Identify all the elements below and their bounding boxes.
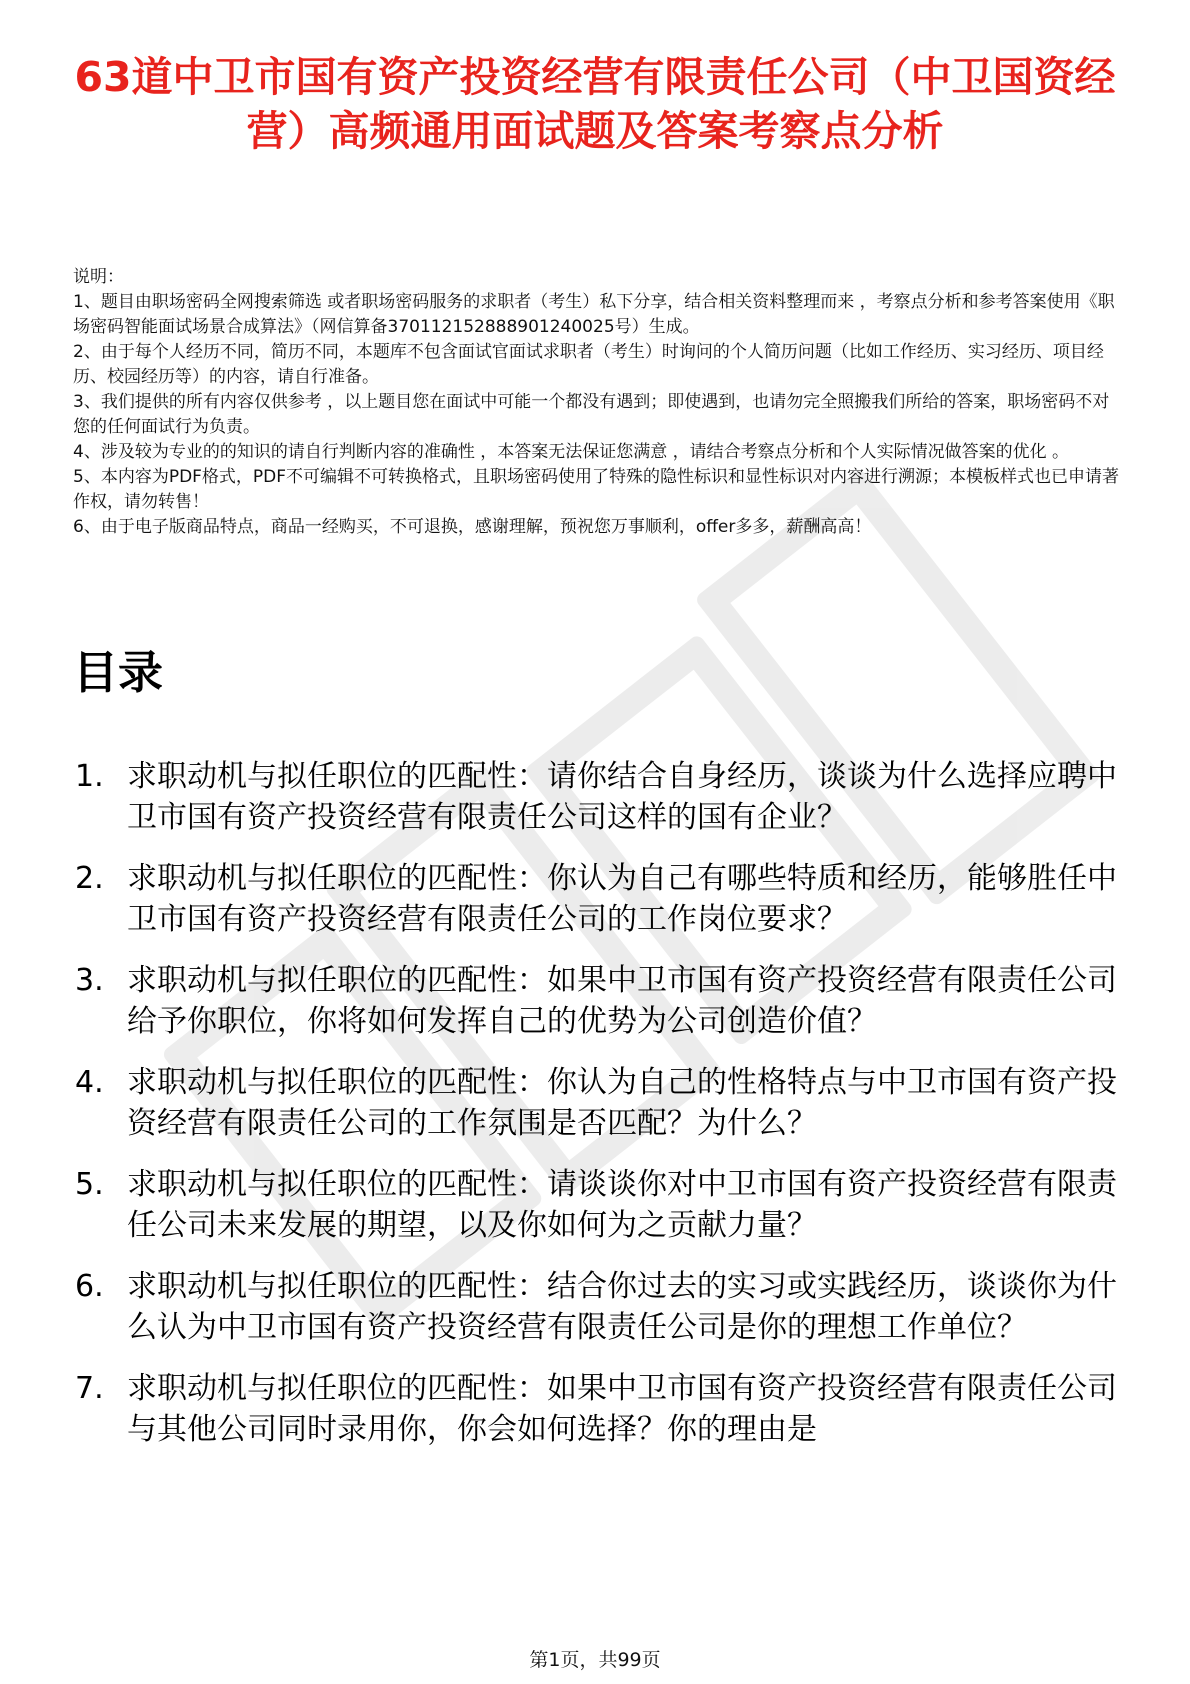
toc-item[interactable] bbox=[75, 1062, 1125, 1144]
toc-item[interactable] bbox=[75, 960, 1125, 1042]
toc-item-text: 求职动机与拟任职位的匹配性：结合你过去的实习或实践经历，谈谈你为什么认为中卫市国有资产投资经营有限责任公司是你的理想工作单位？ bbox=[127, 1269, 1117, 1345]
toc-item-text: 求职动机与拟任职位的匹配性：请谈谈你对中卫市国有资产投资经营有限责任公司未来发展的期望，以及你如何为之贡献力量？ bbox=[127, 1167, 1117, 1243]
toc-item-text: 求职动机与拟任职位的匹配性：请你结合自身经历，谈谈为什么选择应聘中卫市国有资产投资经营有限责任公司这样的国有企业？ bbox=[127, 759, 1117, 835]
toc-item-number: 7. bbox=[75, 1371, 104, 1406]
note-item: 2、由于每个人经历不同，简历不同，本题库不包含面试官面试求职者（考生）时询问的个人简历问题（比如工作经历、实习经历、项目经历、校园经历等）的内容，请自行准备。 bbox=[73, 342, 1104, 387]
notes-section bbox=[73, 265, 1123, 540]
page-footer: 第1页，共99页 bbox=[529, 1649, 661, 1671]
document-title: 63道中卫市国有资产投资经营有限责任公司（中卫国资经营）高频通用面试题及答案考察点分析 bbox=[74, 53, 1116, 155]
toc-item[interactable] bbox=[75, 1164, 1125, 1246]
note-item: 1、题目由职场密码全网搜索筛选 或者职场密码服务的求职者（考生）私下分享，结合相关资料整理而来 ，考察点分析和参考答案使用《职场密码智能面试场景合成算法》（网信算备370112152888901240025号）生成。 bbox=[73, 292, 1115, 337]
toc-item-number: 6. bbox=[75, 1269, 104, 1304]
toc-list bbox=[75, 756, 1125, 1470]
note-item: 3、我们提供的所有内容仅供参考 ，以上题目您在面试中可能一个都没有遇到；即使遇到，也请勿完全照搬我们所给的答案，职场密码不对您的任何面试行为负责。 bbox=[73, 392, 1110, 437]
toc-item-text: 求职动机与拟任职位的匹配性：你认为自己的性格特点与中卫市国有资产投资经营有限责任公司的工作氛围是否匹配？为什么？ bbox=[127, 1065, 1117, 1141]
toc-item-number: 4. bbox=[75, 1065, 104, 1100]
toc-item-number: 5. bbox=[75, 1167, 104, 1202]
toc-item-number: 1. bbox=[75, 759, 104, 794]
toc-item-number: 2. bbox=[75, 861, 104, 896]
toc-item[interactable] bbox=[75, 1266, 1125, 1348]
toc-item-number: 3. bbox=[75, 963, 104, 998]
toc-item-text: 求职动机与拟任职位的匹配性：你认为自己有哪些特质和经历，能够胜任中卫市国有资产投资经营有限责任公司的工作岗位要求？ bbox=[127, 861, 1117, 937]
notes-heading: 说明： bbox=[73, 267, 124, 287]
toc-item-text: 求职动机与拟任职位的匹配性：如果中卫市国有资产投资经营有限责任公司给予你职位，你将如何发挥自己的优势为公司创造价值？ bbox=[127, 963, 1117, 1039]
toc-heading: 目录 bbox=[73, 646, 164, 699]
toc-item[interactable] bbox=[75, 858, 1125, 940]
note-item: 5、本内容为PDF格式，PDF不可编辑不可转换格式，且职场密码使用了特殊的隐性标识和显性标识对内容进行溯源；本模板样式也已申请著作权，请勿转售！ bbox=[73, 467, 1120, 512]
toc-item-text: 求职动机与拟任职位的匹配性：如果中卫市国有资产投资经营有限责任公司与其他公司同时录用你，你会如何选择？你的理由是 bbox=[127, 1371, 1117, 1447]
note-item: 6、由于电子版商品特点，商品一经购买，不可退换，感谢理解，预祝您万事顺利，offer多多，薪酬高高！ bbox=[73, 517, 872, 537]
note-item: 4、涉及较为专业的的知识的请自行判断内容的准确性 ，本答案无法保证您满意 ，请结合考察点分析和个人实际情况做答案的优化 。 bbox=[73, 442, 1070, 462]
toc-item[interactable] bbox=[75, 756, 1125, 838]
toc-item[interactable] bbox=[75, 1368, 1125, 1450]
